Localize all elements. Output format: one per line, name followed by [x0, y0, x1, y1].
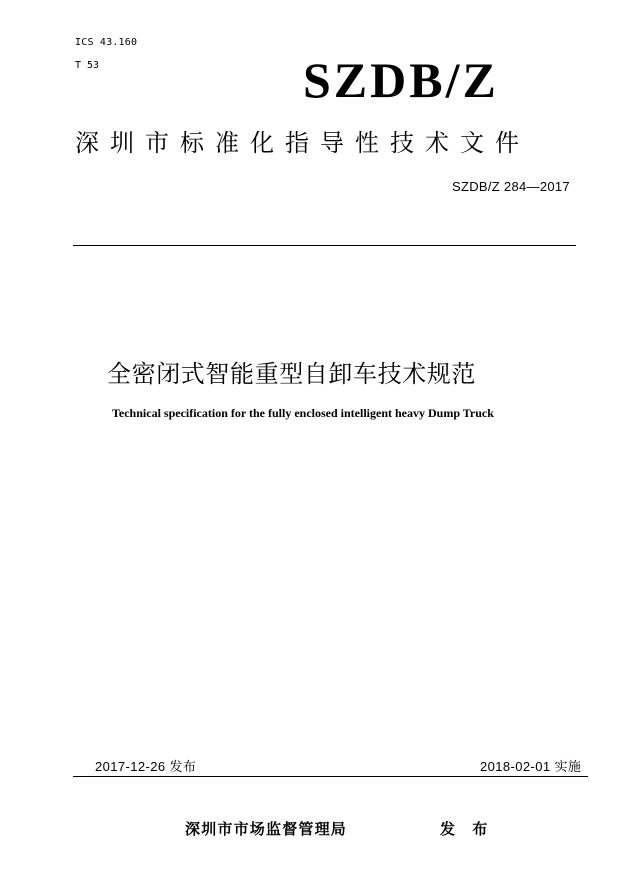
classification-code: T 53	[75, 60, 100, 71]
issue-date: 2017-12-26 发布	[95, 759, 197, 774]
document-number: SZDB/Z 284—2017	[452, 179, 570, 194]
document-type-heading: 深圳市标准化指导性技术文件	[75, 129, 530, 157]
publish-label: 发 布	[440, 820, 494, 838]
footer-divider	[73, 776, 588, 777]
document-title-english: Technical specification for the fully enclosed intelligent heavy Dump Truck	[112, 406, 494, 420]
standard-prefix-logo: SZDB/Z	[303, 52, 499, 108]
ics-code: ICS 43.160	[75, 37, 138, 48]
header-divider	[73, 245, 576, 246]
document-title-chinese: 全密闭式智能重型自卸车技术规范	[107, 360, 476, 388]
implementation-date: 2018-02-01 实施	[480, 759, 582, 774]
issuing-authority: 深圳市市场监督管理局	[185, 820, 348, 838]
